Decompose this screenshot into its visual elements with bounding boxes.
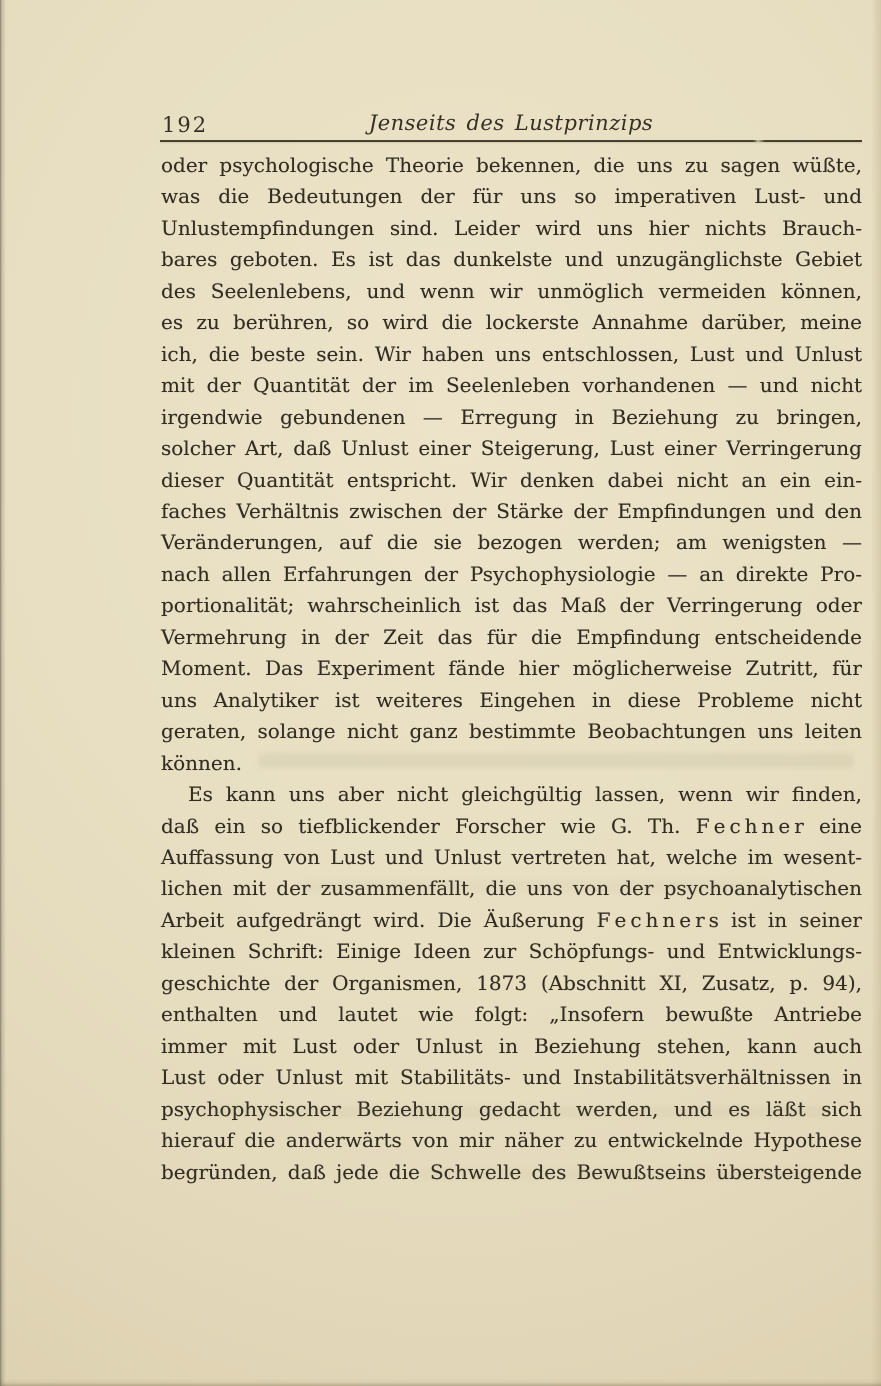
text-line: Unlustempfindungen sind. Leider wird uns hier nichts Brauch- — [161, 215, 862, 240]
text-line: daß ein so tiefblickender Forscher wie G. Th. F e c h n e r eine — [161, 813, 862, 838]
page-number: 192 — [162, 113, 209, 137]
text-line: geraten, solange nicht ganz bestimmte Beobachtungen uns leiten — [161, 719, 862, 744]
text-line: lichen mit der zusammenfällt, die uns von der psychoanalytischen — [161, 876, 862, 901]
page-edge-left — [0, 0, 6, 1386]
page-header — [160, 111, 862, 141]
text-line: uns Analytiker ist weiteres Eingehen in diese Probleme nicht — [161, 687, 862, 712]
text-line: Vermehrung in der Zeit das für die Empfindung entscheidende — [161, 624, 862, 649]
text-line: portionalität; wahrscheinlich ist das Maß der Verringerung oder — [161, 593, 862, 618]
text-line: Veränderungen, auf die sie bezogen werden; am wenigsten — — [161, 530, 862, 555]
header-rule — [160, 140, 862, 142]
paragraph-2 — [161, 779, 862, 1188]
text-line: Moment. Das Experiment fände hier möglicherweise Zutritt, für — [161, 656, 862, 681]
text-line: Lust oder Unlust mit Stabilitäts- und Instabilitätsverhältnissen in — [161, 1065, 862, 1090]
text-line: immer mit Lust oder Unlust in Beziehung stehen, kann auch — [161, 1033, 862, 1058]
text-line: irgendwie gebundenen — Erregung in Beziehung zu bringen, — [161, 404, 862, 429]
text-line: Es kann uns aber nicht gleichgültig lassen, wenn wir finden, — [188, 782, 862, 807]
text-line: bares geboten. Es ist das dunkelste und unzugänglichste Gebiet — [161, 247, 862, 272]
text-line: kleinen Schrift: Einige Ideen zur Schöpfungs- und Entwicklungs- — [161, 939, 862, 964]
text-line: Auffassung von Lust und Unlust vertreten hat, welche im wesent- — [161, 844, 862, 869]
text-line: solcher Art, daß Unlust einer Steigerung, Lust einer Verringerung — [161, 436, 862, 461]
text-line: es zu berühren, so wird die lockerste Annahme darüber, meine — [161, 310, 862, 335]
body-text — [161, 150, 862, 1188]
text-line: des Seelenlebens, und wenn wir unmöglich vermeiden können, — [161, 278, 862, 303]
text-line: enthalten und lautet wie folgt: „Insofern bewußte Antriebe — [161, 1002, 862, 1027]
text-line: nach allen Erfahrungen der Psychophysiologie — an direkte Pro- — [161, 561, 862, 586]
page-edge-bottom — [0, 1379, 881, 1386]
text-line: mit der Quantität der im Seelenleben vorhandenen — und nicht — [161, 373, 862, 398]
paragraph-1 — [161, 150, 862, 779]
text-line: psychophysischer Beziehung gedacht werden, und es läßt sich — [161, 1096, 862, 1121]
text-line: begründen, daß jede die Schwelle des Bewußtseins übersteigende — [161, 1159, 862, 1184]
running-head-title: Jenseits des Lustprinzips — [368, 111, 654, 135]
text-line: Arbeit aufgedrängt wird. Die Äußerung F e c h n e r s ist in seiner — [161, 907, 862, 932]
text-line: faches Verhältnis zwischen der Stärke der Empfindungen und den — [161, 498, 862, 523]
text-line: was die Bedeutungen der für uns so imperativen Lust- und — [161, 184, 862, 209]
text-line: hierauf die anderwärts von mir näher zu entwickelnde Hypothese — [161, 1128, 862, 1153]
page-edge-right — [871, 0, 881, 1386]
text-line: können. — [161, 750, 242, 775]
text-line: ich, die beste sein. Wir haben uns entschlossen, Lust und Unlust — [161, 341, 862, 366]
text-line: dieser Quantität entspricht. Wir denken dabei nicht an ein ein- — [161, 467, 862, 492]
text-line: oder psychologische Theorie bekennen, die uns zu sagen wüßte, — [161, 153, 862, 177]
text-line: geschichte der Organismen, 1873 (Abschnitt XI, Zusatz, p. 94), — [161, 970, 862, 995]
